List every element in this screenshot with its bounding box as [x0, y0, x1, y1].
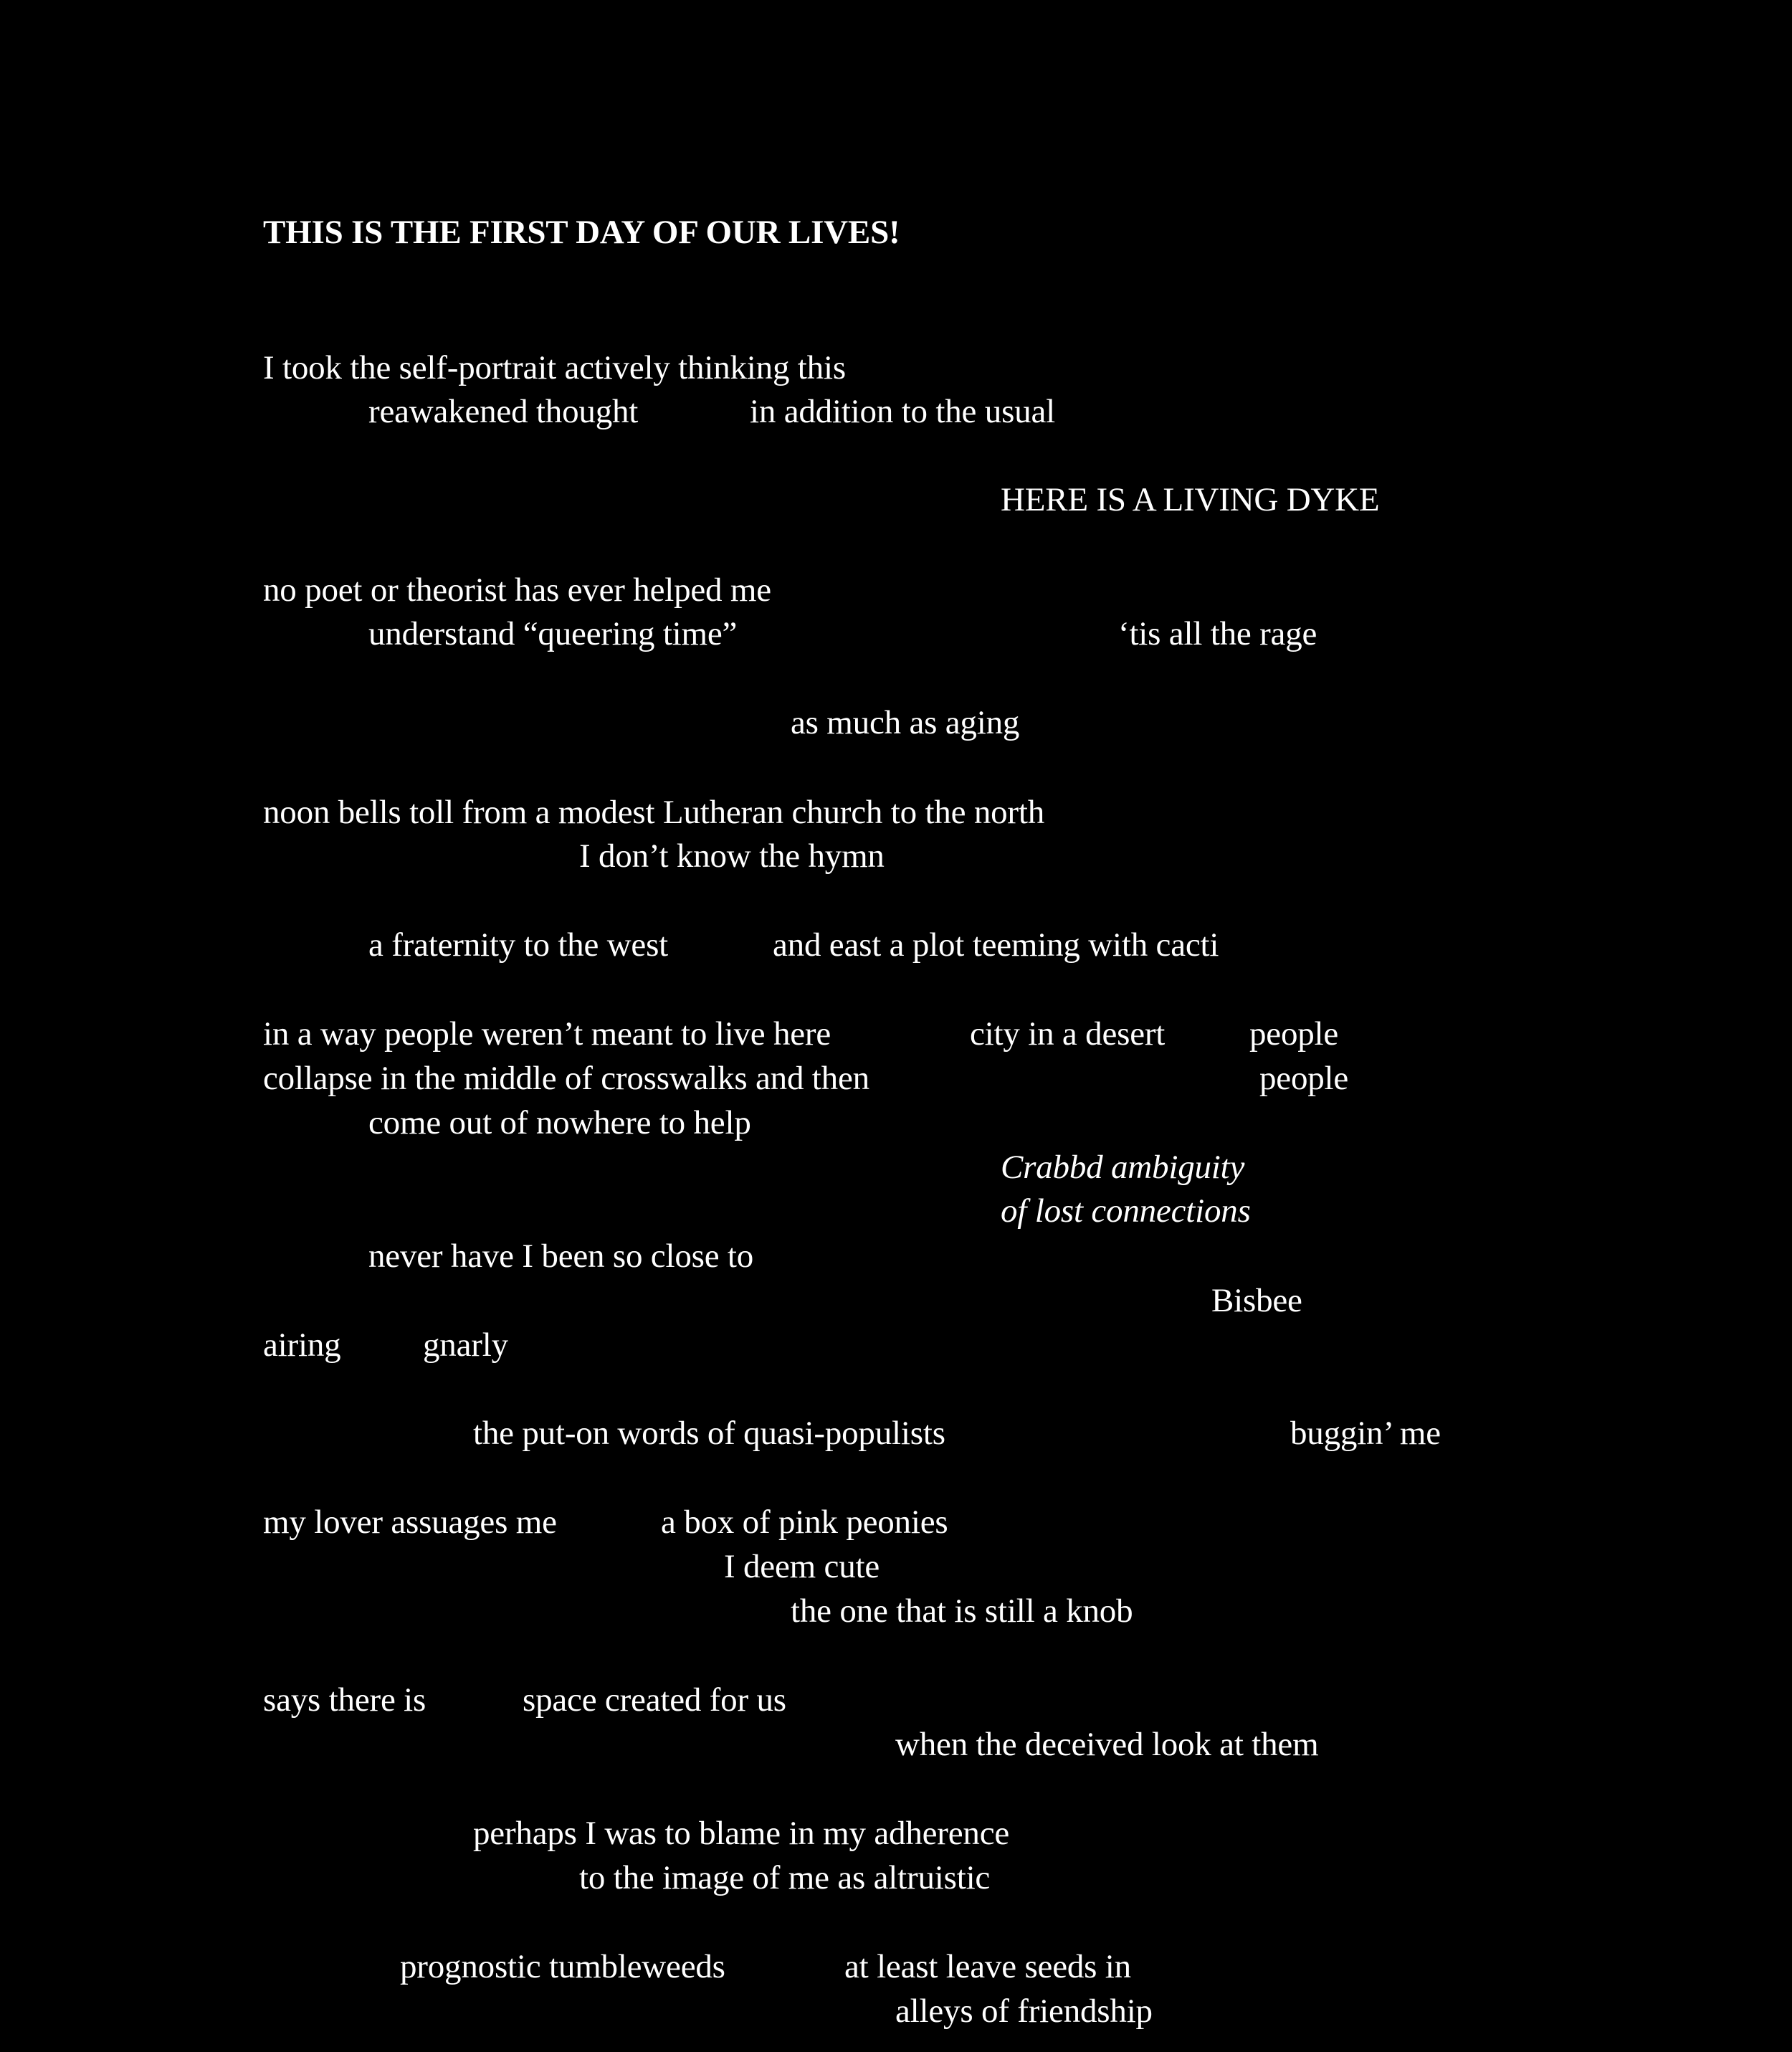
poem-line: noon bells toll from a modest Lutheran church to the north	[263, 794, 1045, 831]
poem-line: reawakened thought	[368, 393, 639, 430]
poem-line: never have I been so close to	[368, 1238, 754, 1275]
poem-line: I took the self-portrait actively thinking this	[263, 349, 846, 386]
poem-line: alleys of friendship	[895, 1992, 1153, 2030]
poem-line: in addition to the usual	[750, 393, 1055, 430]
poem-line: no poet or theorist has ever helped me	[263, 571, 771, 609]
poem-line: HERE IS A LIVING DYKE	[1001, 481, 1380, 518]
poem-line: buggin’ me	[1290, 1415, 1441, 1452]
poem-line-italic: of lost connections	[1001, 1192, 1251, 1230]
poem-line: I deem cute	[724, 1548, 880, 1585]
poem-line: when the deceived look at them	[895, 1726, 1319, 1763]
poem-line: to the image of me as altruistic	[579, 1859, 991, 1896]
poem-line: ‘tis all the rage	[1118, 615, 1317, 652]
poem-line: I don’t know the hymn	[579, 837, 885, 875]
poem-line: prognostic tumbleweeds	[400, 1948, 725, 1985]
poem-line: people	[1249, 1015, 1339, 1053]
poem-line: gnarly	[423, 1326, 508, 1364]
poem-line: a box of pink peonies	[661, 1504, 948, 1541]
poem-line: at least leave seeds in	[844, 1948, 1131, 1985]
poem-line: the one that is still a knob	[791, 1592, 1133, 1630]
poem-line: a fraternity to the west	[368, 926, 669, 964]
poem-title: THIS IS THE FIRST DAY OF OUR LIVES!	[263, 214, 900, 251]
poem-line: and east a plot teeming with cacti	[773, 926, 1219, 964]
poem-line-italic: Crabbd ambiguity	[1001, 1149, 1245, 1186]
poem-line: come out of nowhere to help	[368, 1104, 751, 1141]
poem-line: understand “queering time”	[368, 615, 738, 652]
poem-line: Bisbee	[1211, 1282, 1302, 1319]
poem-line: the put-on words of quasi-populists	[473, 1415, 945, 1452]
poem-line: space created for us	[523, 1681, 786, 1719]
poem-line: airing	[263, 1326, 341, 1364]
poem-line: perhaps I was to blame in my adherence	[473, 1815, 1010, 1852]
poem-line: people	[1259, 1060, 1349, 1097]
poem-line: collapse in the middle of crosswalks and then	[263, 1060, 869, 1097]
poem-line: in a way people weren’t meant to live here	[263, 1015, 831, 1053]
poem-line: says there is	[263, 1681, 426, 1719]
poem-line: my lover assuages me	[263, 1504, 557, 1541]
poem-line: as much as aging	[791, 704, 1020, 741]
poem-line: city in a desert	[970, 1015, 1166, 1053]
